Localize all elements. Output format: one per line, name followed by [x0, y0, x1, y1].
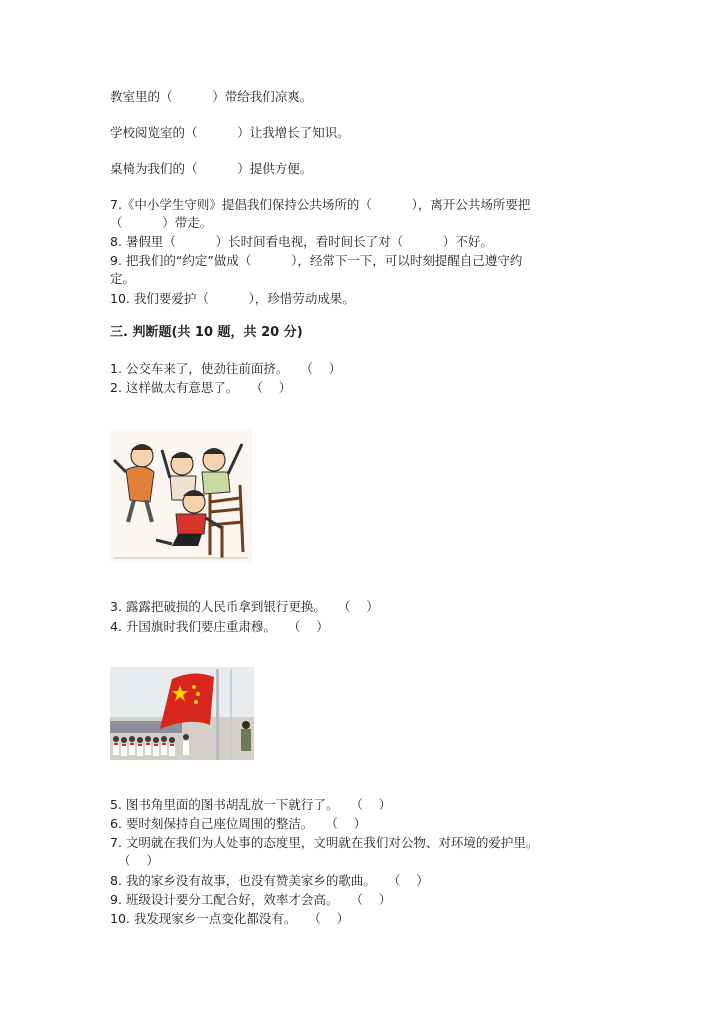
judge-item-8: 8. 我的家乡没有故事，也没有赞美家乡的歌曲。 （ ）: [110, 873, 429, 888]
flag-raising-photo: [110, 667, 254, 760]
fill-blank-desks: 桌椅为我们的（ ）提供方便。: [110, 161, 313, 176]
question-7-line2: （ ）带走。: [110, 215, 213, 230]
question-9-line1: 9. 把我们的“约定”做成（ ），经常下一下，可以时刻提醒自己遵守约: [110, 253, 523, 268]
fill-blank-reading-room: 学校阅览室的（ ）让我增长了知识。: [110, 125, 350, 140]
fill-blank-classroom: 教室里的（ ）带给我们凉爽。: [110, 89, 313, 104]
children-playing-illustration: [110, 430, 252, 562]
question-8: 8. 暑假里（ ）长时间看电视，看时间长了对（ ）不好。: [110, 234, 493, 249]
judge-item-6: 6. 要时刻保持自己座位周围的整洁。 （ ）: [110, 816, 367, 831]
judge-item-10: 10. 我发现家乡一点变化都没有。 （ ）: [110, 911, 350, 926]
judge-item-3: 3. 露露把破损的人民币拿到银行更换。 （ ）: [110, 599, 379, 614]
judge-item-7-line1: 7. 文明就在我们为人处事的态度里，文明就在我们对公物、对环境的爱护里。: [110, 835, 539, 850]
question-10: 10. 我们要爱护（ ），珍惜劳动成果。: [110, 291, 355, 306]
judge-item-1: 1. 公交车来了，使劲往前面挤。 （ ）: [110, 361, 342, 376]
question-9-line2: 定。: [110, 271, 136, 286]
judge-item-5: 5. 图书角里面的图书胡乱放一下就行了。 （ ）: [110, 797, 392, 812]
judge-item-2: 2. 这样做太有意思了。 （ ）: [110, 380, 292, 395]
judge-item-7-line2: （ ）: [110, 853, 159, 868]
judge-item-4: 4. 升国旗时我们要庄重肃穆。 （ ）: [110, 619, 329, 634]
question-7-line1: 7.《中小学生守则》提倡我们保持公共场所的（ ），离开公共场所要把: [110, 197, 531, 212]
section-3-title: 三. 判断题(共 10 题，共 20 分): [110, 325, 303, 340]
judge-item-9: 9. 班级设计要分工配合好，效率才会高。 （ ）: [110, 892, 392, 907]
